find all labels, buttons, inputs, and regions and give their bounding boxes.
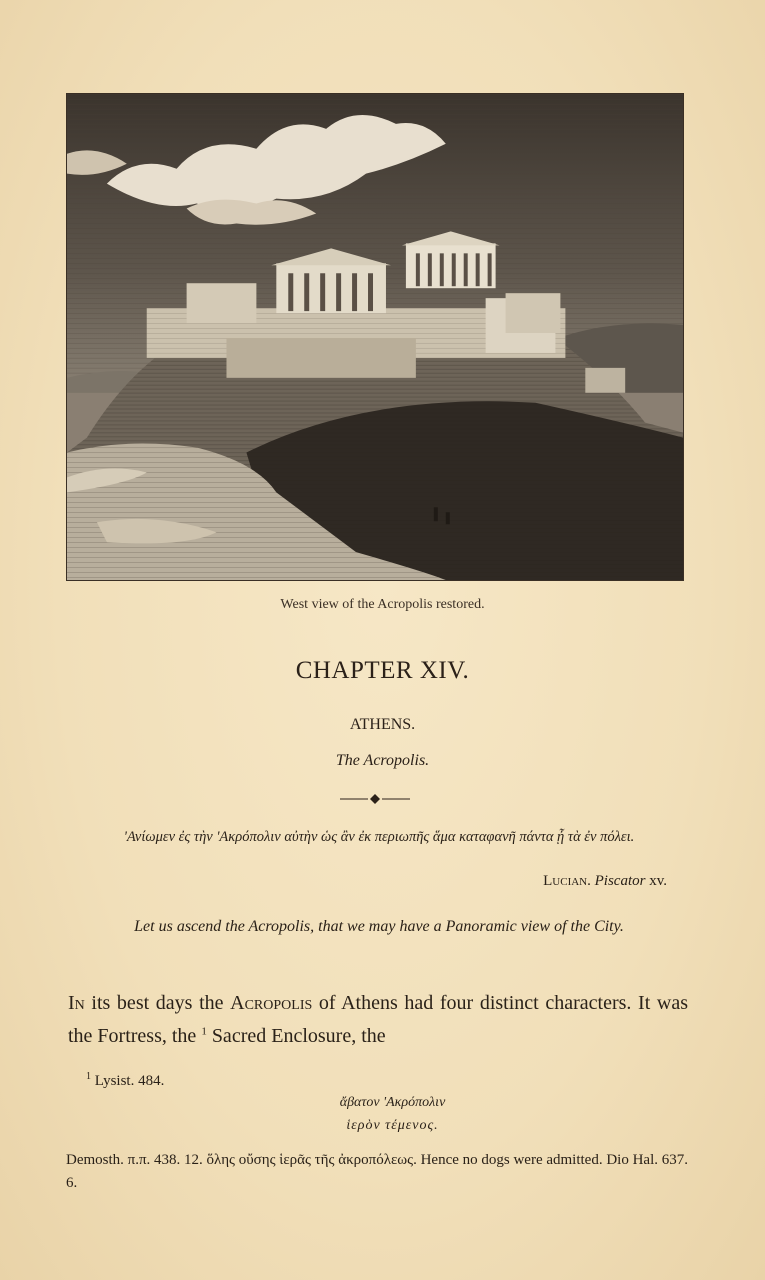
initial-word: In	[68, 992, 85, 1014]
attribution-work: Piscator	[594, 873, 646, 889]
acropolis-illustration	[67, 94, 683, 580]
chapter-title: ATHENS.	[349, 716, 416, 733]
body-text-2: of Athens had four distinct characters. It was the Fortress, the	[68, 992, 688, 1047]
footnote-marker: 1	[201, 1025, 207, 1038]
acropolis-term: Acropolis	[230, 992, 313, 1014]
attribution-ref: xv.	[645, 873, 667, 889]
body-paragraph	[68, 987, 688, 1053]
footnote-1	[86, 1071, 164, 1090]
attribution-author: Lucian.	[543, 873, 591, 889]
greek-epigraph: 'Ανίωμεν ἐς τὴν 'Ακρόπολιν αὐτὴν ὡς ἂν ἐκ περιωπῆς ἅμα καταφανῆ πάντα ᾖ τὰ ἐν πόλει.	[123, 829, 635, 845]
chapter-heading: CHAPTER XIV.	[295, 657, 470, 684]
footnote-demosthenes: Demosth. π.π. 438. 12. ὅλης οὔσης ἱερᾶς τῆς ἀκροπόλεως. Hence no dogs were admitted. Dio Hal. 637. 6.	[66, 1152, 689, 1191]
footnote-greek-line-1: ἄβατον 'Ακρόπολιν	[339, 1095, 446, 1110]
body-text-3: Sacred Enclosure, the	[206, 1025, 386, 1047]
plate-caption: West view of the Acropolis restored.	[280, 597, 485, 612]
acropolis-engraving	[66, 93, 684, 581]
footnote-greek-line-2: ἱερὸν τέμενος.	[346, 1118, 439, 1133]
footnote-1-ref: Lysist. 484.	[91, 1073, 165, 1089]
epigraph-attribution	[543, 873, 667, 890]
footnote-1-mark: 1	[86, 1071, 91, 1082]
english-epigraph: Let us ascend the Acropolis, that we may have a Panoramic view of the City.	[134, 918, 624, 935]
body-text-1: its best days the	[84, 992, 231, 1014]
chapter-subtitle: The Acropolis.	[335, 752, 430, 769]
ornament-divider	[340, 792, 410, 806]
